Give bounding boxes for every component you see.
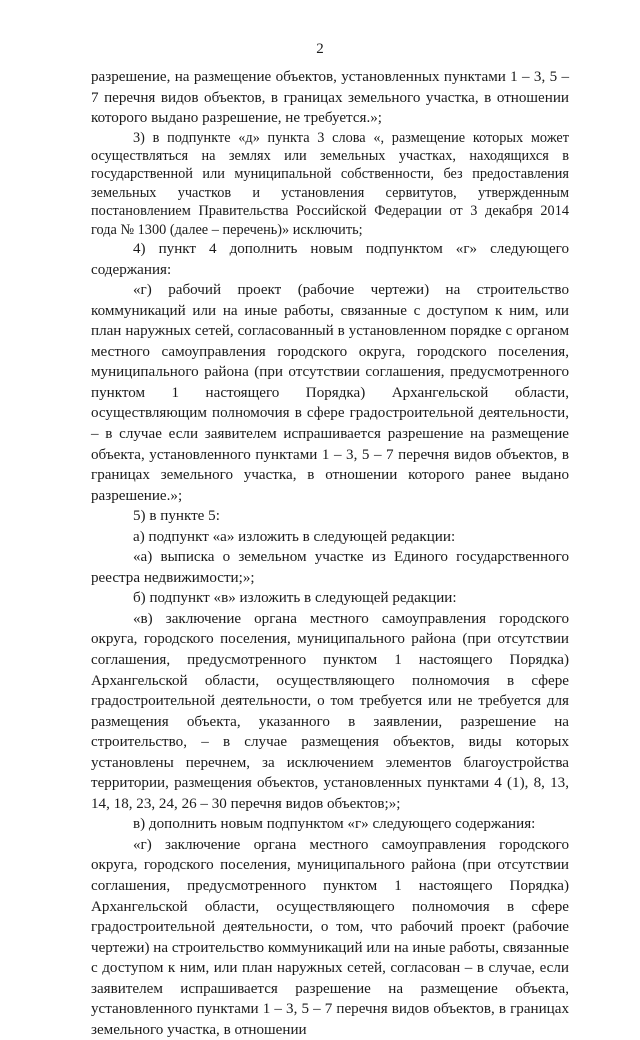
- paragraph-subitem-a: а) подпункт «а» изложить в следующей редакции:: [133, 528, 456, 545]
- page-number: 2: [316, 41, 324, 57]
- paragraph-subitem-g-point-4: «г) рабочий проект (рабочие чертежи) на строительство коммуникаций или на иные работы, связанные с доступом к ним, или план наружных сетей, согласованный в установленном порядке с органом местного самоуправления городского округа, городского поселения, муниципального района (при отсутствии соглашения, предусмотренного пунктом 1 настоящего Порядка) Архангельской области, осуществляющим полномочия в сфере градостроительной деятельности, – в случае если заявителем испрашивается разрешение на размещение объекта, установленного пунктами 1 – 3, 5 – 7 перечня видов объектов, в границах земельного участка, в отношении которого ранее выдано разрешение.»;: [91, 282, 569, 504]
- paragraph-subitem-b: б) подпункт «в» изложить в следующей редакции:: [133, 590, 457, 607]
- paragraph-subitem-v-text: «в) заключение органа местного самоуправления городского округа, городского поселения, муниципального района (при отсутствии соглашения, предусмотренного пунктом 1 настоящего Порядка) Архангельской области, осуществляющего полномочия в сфере градостроительной деятельности, о том требуется или не требуется для размещения объекта, указанного в заявлении, разрешение на строительство, – в случае размещения объектов, виды которых установлены перечнем, за исключением элементов благоустройства территории, размещения объектов, установленных пунктами 4 (1), 8, 13, 14, 18, 23, 24, 26 – 30 перечня видов объектов;»;: [91, 610, 569, 812]
- paragraph-continued: разрешение, на размещение объектов, установленных пунктами 1 – 3, 5 – 7 перечня видов объектов, в границах земельного участка, в отношении которого выдано разрешение, не требуется.»;: [91, 69, 569, 127]
- paragraph-subitem-v: в) дополнить новым подпунктом «г» следующего содержания:: [133, 816, 536, 833]
- paragraph-subitem-g-point-5: «г) заключение органа местного самоуправления городского округа, городского поселения, муниципального района (при отсутствии соглашения, предусмотренного пунктом 1 настоящего Порядка) Архангельской области, осуществляющего полномочия в сфере градостроительной деятельности, о том, что рабочий проект (рабочие чертежи) на строительство коммуникаций или на иные работы, связанные с доступом к ним, или план наружных сетей, согласован – в случае, если заявителем испрашивается разрешение на размещение объекта, установленного пунктами 1 – 3, 5 – 7 перечня видов объектов, в границах земельного участка, в отношении: [91, 836, 569, 1038]
- paragraph-subitem-a-text: «а) выписка о земельном участке из Единого государственного реестра недвижимости;»;: [91, 549, 569, 586]
- paragraph-item-3: 3) в подпункте «д» пункта 3 слова «, размещение которых может осуществляться на землях или земельных участках, находящихся в государственной или муниципальной собственности, без предоставления земельных участков и установления сервитутов, утвержденным постановлением Правительства Российской Федерации от 3 декабря 2014 года № 1300 (далее – перечень)» исключить;: [91, 129, 569, 238]
- paragraph-item-5: 5) в пункте 5:: [133, 508, 220, 525]
- paragraph-item-4: 4) пункт 4 дополнить новым подпунктом «г» следующего содержания:: [91, 241, 569, 278]
- document-body: [91, 67, 569, 1040]
